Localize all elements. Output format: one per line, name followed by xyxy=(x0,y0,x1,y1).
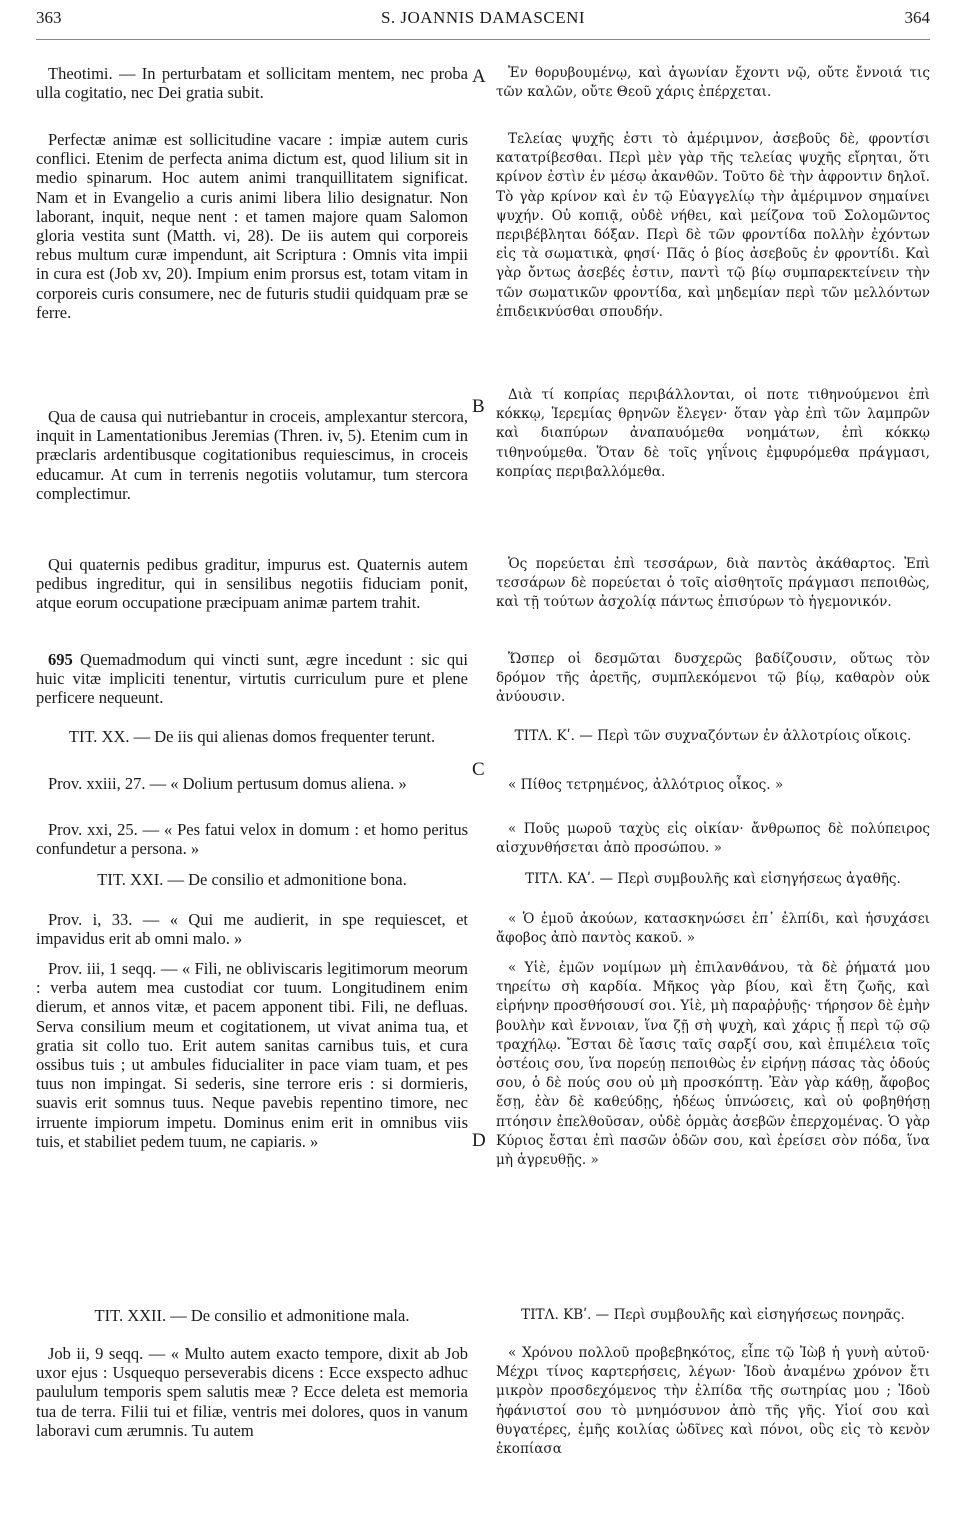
latin-prov23: Prov. xxiii, 27. — « Dolium pertusum domus aliena. » xyxy=(48,774,407,793)
latin-qui: Qui quaternis pedibus graditur, impurus est. Quaternis autem pedibus ingreditur, qui in sensilibus negotiis fiduciam ponit, atque eorum occupatione præcipuam animæ partem trahit. xyxy=(36,555,468,613)
margin-letter-b: B xyxy=(472,396,485,417)
paragraph-number: 695 xyxy=(48,650,73,669)
latin-prov1: Prov. i, 33. — « Qui me audierit, in spe requiescet, et impavidus erit ab omni malo. » xyxy=(36,910,468,949)
latin-prov21: Prov. xxi, 25. — « Pes fatui velox in domum : et homo peritus confundetur a persona. » xyxy=(36,820,468,859)
page-number-left: 363 xyxy=(36,8,62,27)
greek-tit21: ΤΙΤΛ. ΚΑʹ. — Περὶ συμβουλῆς καὶ εἰσηγήσεως ἀγαθῆς. xyxy=(525,871,901,887)
latin-tit20: TIT. XX. — De iis qui alienas domos frequenter terunt. xyxy=(68,727,436,746)
latin-tit21: TIT. XXI. — De consilio et admonitione bona. xyxy=(97,870,407,889)
margin-letter-c: C xyxy=(472,759,485,780)
greek-tit20: ΤΙΤΛ. Κʹ. — Περὶ τῶν συχναζόντων ἐν ἀλλοτρίοις οἴκοις. xyxy=(514,728,912,744)
latin-tit22: TIT. XXII. — De consilio et admonitione mala. xyxy=(94,1306,410,1325)
greek-g5: Ὥσπερ οἱ δεσμῶται δυσχερῶς βαδίζουσιν, οὕτως τὸν δρόμον τῆς ἀρετῆς, συμπλεκόμενοι τῷ βίῳ, καθαρὸν οὐκ ἀνύουσιν. xyxy=(496,651,930,706)
greek-gp2: « Ποῦς μωροῦ ταχὺς εἰς οἰκίαν· ἄνθρωπος δὲ πολύπειρος αἰσχυνθήσεται ἀπὸ προσώπου. » xyxy=(496,821,930,857)
greek-g4: Ὁς πορεύεται ἐπὶ τεσσάρων, διὰ παντὸς ἀκάθαρτος. Ἐπὶ τεσσάρων δὲ πορεύεται ὁ τοῖς αἰσθητοῖς πράγμασι πεποιθὼς, καὶ τῇ τούτων ἀσχολίᾳ πάντως ἐπισύρων τὸ ἡγεμονικόν. xyxy=(496,556,930,611)
greek-gp5: « Χρόνου πολλοῦ προβεβηκότος, εἶπε τῷ Ἰὼβ ἡ γυνὴ αὐτοῦ· Μέχρι τίνος καρτερήσεις, λέγων· Ἰδοὺ ἀναμένω χρόνον ἔτι μικρὸν προσδεχόμενος τὴν ἐλπίδα τῆς σωτηρίας μου ; Ἰδοὺ ἠφάνιστοί σου τὸ μνημόσυνον ἀπὸ τῆς γῆς. Υἱοί σου καὶ θυγατέρες, ἐμῆς κοιλίας ὠδῖνες καὶ πόνοι, οὓς εἰς τὸ κενὸν ἐκοπίασα xyxy=(496,1345,930,1458)
page-header xyxy=(36,8,930,36)
greek-gp1: « Πίθος τετρημένος, ἀλλότριος οἶκος. » xyxy=(508,777,784,793)
greek-g3: Διὰ τί κοπρίας περιβάλλονται, οἱ ποτε τιθηνούμενοι ἐπὶ κόκκῳ, Ἱερεμίας θρηνῶν ἔλεγεν· ὅταν γὰρ ἐπὶ τῶν λαμπρῶν καὶ διαπύρων ἀναπαυόμεθα νοημάτων, ἐπὶ κόκκῳ τιθηνούμεθα. Ὅταν δὲ τοῖς γηΐνοις ἐμφυρόμεθα πράγμασι, κοπρίας περιβαλλόμεθα. xyxy=(496,387,930,480)
latin-695: 695 Quemadmodum qui vincti sunt, ægre incedunt : sic qui huic vitæ impliciti tenentur, virtutis curriculum pure et plene perficere nequeunt. xyxy=(36,650,468,708)
greek-gp3: « Ὁ ἐμοῦ ἀκούων, κατασκηνώσει ἐπ᾽ ἐλπίδι, καὶ ἡσυχάσει ἄφοβος ἀπὸ παντὸς κακοῦ. » xyxy=(496,911,930,947)
latin-prov3: Prov. iii, 1 seqq. — « Fili, ne obliviscaris legitimorum meorum : verba autem mea custodiat cor tuum. Longitudinem enim dierum, et annos vitæ, et pacem apponent tibi. Fili, ne defluas. Serva consilium meum et cogitationem, ut vivat anima tua, et gratia sit collo tuo. Erit autem sanitas carnibus tuis, et cura ossibus tuis ; ut ambules fiducialiter in pace viam tuam, et pes tuus non impingat. Si sederis, sine terrore eris : si dormieris, suavis erit somnus tuus. Neque pavebis repentino timore, nec irruente impiorum impetu. Dominus enim erit in omnibus viis tuis, et stabiliet pedem tuum, ne capiaris. » xyxy=(36,959,468,1151)
header-rule xyxy=(36,39,930,40)
greek-gp4: « Υἱὲ, ἐμῶν νομίμων μὴ ἐπιλανθάνου, τὰ δὲ ῥήματά μου τηρείτω σὴ καρδία. Μῆκος γὰρ βίου, καὶ ἔτη ζωῆς, καὶ εἰρήνην προσθήσουσί σοι. Υἱὲ, μὴ παραῤῥυῇς· τήρησον δὲ ἐμὴν βουλὴν καὶ ἔννοιαν, ἵνα ζῇ σὴ ψυχὴ, καὶ χάρις ᾖ περὶ τῷ σῷ τραχήλῳ. Ἔσται δὲ ἴασις ταῖς σαρξί σου, καὶ ἐπιμέλεια τοῖς ὀστέοις σου, ἵνα πορεύῃ πεποιθὼς ἐν εἰρήνῃ πάσας τὰς ὁδούς σου, ὁ δὲ πούς σου οὐ μὴ προσκόπτῃ. Ἐὰν γὰρ κάθῃ, ἄφοβος ἔσῃ, ἐὰν δὲ καθεύδῃς, ἡδέως ὑπνώσεις, καὶ οὐ φοβηθήσῃ πτόησιν ἐπελθοῦσαν, οὐδὲ ὁρμὰς ἀσεβῶν ἐπερχομένας. Ὁ γὰρ Κύριος ἔσται ἐπὶ πασῶν ὁδῶν σου, καὶ ἐρείσει σὸν πόδα, ἵνα μὴ ἀγρευθῇς. » xyxy=(496,960,930,1169)
greek-g1: Ἐν θορυβουμένῳ, καὶ ἀγωνίαν ἔχοντι νῷ, οὔτε ἔννοιά τις τῶν καλῶν, οὔτε Θεοῦ χάρις ἐπέρχεται. xyxy=(496,65,930,101)
running-title: S. JOANNIS DAMASCENI xyxy=(380,8,586,27)
margin-letter-d: D xyxy=(472,1130,486,1151)
latin-perfectae: Perfectæ animæ est sollicitudine vacare : impiæ autem curis conflici. Etenim de perfecta anima dictum est, quod lilium sit in medio spinarum. Hoc autem animi tranquillitatem significat. Nam et in Evangelio a curis animi libera lilio designatur. Non laborant, inquit, neque nent : et tamen majore quam Salomon gloria vestita sunt (Matth. vi, 28). De iis autem qui corporeis rebus multum curæ impendunt, ait Scriptura : Omnis vita impii in cura est (Job xv, 20). Impium enim prorsus est, totam vitam in corporeis curis consumere, nec de futuris studii quidquam præ se ferre. xyxy=(36,130,468,322)
greek-tit22: ΤΙΤΛ. ΚΒʹ. — Περὶ συμβουλῆς καὶ εἰσηγήσεως πονηρᾶς. xyxy=(521,1307,905,1323)
latin-theotimi: Theotimi. — In perturbatam et sollicitam mentem, nec proba ulla cogitatio, nec Dei gratia subit. xyxy=(36,64,468,103)
page-number-right: 364 xyxy=(904,8,930,27)
greek-g2: Τελείας ψυχῆς ἐστι τὸ ἀμέριμνον, ἀσεβοῦς δὲ, φροντίσι κατατρίβεσθαι. Περὶ μὲν γὰρ τῆς τελείας ψυχῆς εἴρηται, ὅτι κρίνον ἐστὶν ἐν μέσῳ ἀκανθῶν. Τοῦτο δὲ τὴν ἀφροντιν δηλοῖ. Τὸ γὰρ κρίνον καὶ ἐν τῷ Εὐαγγελίῳ τὴν ἀμέριμνον σημαίνει ψυχήν. Οὐ κοπιᾷ, οὐδὲ νήθει, καὶ μείζονα τοῦ Σολομῶντος περιβέβληται δόξαν. Περὶ δὲ τῶν φροντίδα πολλὴν ἐχόντων εἰς τὰ σωματικὰ, φησί· Πᾶς ὁ βίος ἀσεβοῦς ἐν φροντίδι. Καὶ γὰρ ὄντως ἀσεβές ἐστιν, παντὶ τῷ βίῳ συμπαρεκτείνειν τὴν τῶν σωματικῶν φροντίδα, καὶ μηδεμίαν περὶ τῶν μελλόντων ἐπιδεικνύσθαι σπουδήν. xyxy=(496,131,930,320)
latin-qua: Qua de causa qui nutriebantur in croceis, amplexantur stercora, inquit in Lamentationibus Jeremias (Thren. iv, 5). Etenim cum in præclaris ardentibusque cogitationibus requiescimus, in croceis educamur. At cum in terrenis negotiis volutamur, tum stercora complectimur. xyxy=(36,407,468,503)
margin-letter-a: A xyxy=(472,66,486,87)
latin-job2: Job ii, 9 seqq. — « Multo autem exacto tempore, dixit ab Job uxor ejus : Usquequo perseverabis dicens : Ecce exspecto adhuc paululum temporis spem salutis meæ ? Ecce deleta est memoria tua de terra. Filii tui et filiæ, ventris mei dolores, quos in vanum laboravi cum ærumnis. Tu autem xyxy=(36,1344,468,1440)
